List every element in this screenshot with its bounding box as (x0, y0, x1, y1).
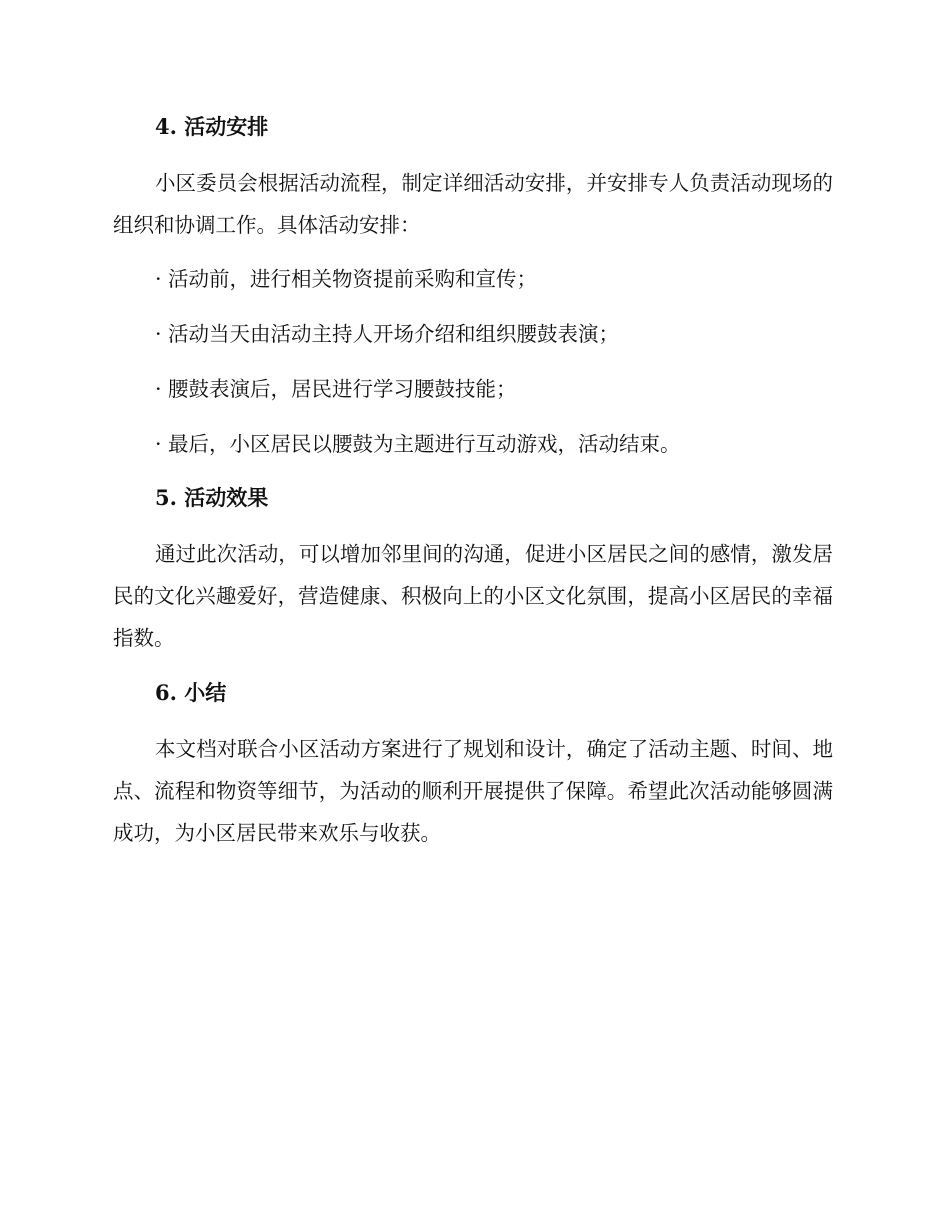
section-paragraph-activity-arrangement: 小区委员会根据活动流程，制定详细活动安排，并安排专人负责活动现场的组织和协调工作。具体活动安排： (113, 171, 833, 237)
list-item: · 活动当天由活动主持人开场介绍和组织腰鼓表演； (155, 322, 620, 346)
list-item: · 最后，小区居民以腰鼓为主题进行互动游戏，活动结束。 (155, 432, 681, 456)
section-paragraph-summary: 本文档对联合小区活动方案进行了规划和设计，确定了活动主题、时间、地点、流程和物资等细节，为活动的顺利开展提供了保障。希望此次活动能够圆满成功，为小区居民带来欢乐与收获。 (113, 737, 833, 845)
list-item: · 腰鼓表演后，居民进行学习腰鼓技能； (155, 377, 517, 401)
section-heading-activity-effect: 5. 活动效果 (155, 485, 269, 510)
list-item: · 活动前，进行相关物资提前采购和宣传； (155, 267, 538, 291)
section-paragraph-activity-effect: 通过此次活动，可以增加邻里间的沟通，促进小区居民之间的感情，激发居民的文化兴趣爱好，营造健康、积极向上的小区文化氛围，提高小区居民的幸福指数。 (113, 542, 833, 650)
section-heading-summary: 6. 小结 (155, 680, 227, 705)
section-heading-activity-arrangement: 4. 活动安排 (155, 114, 269, 139)
